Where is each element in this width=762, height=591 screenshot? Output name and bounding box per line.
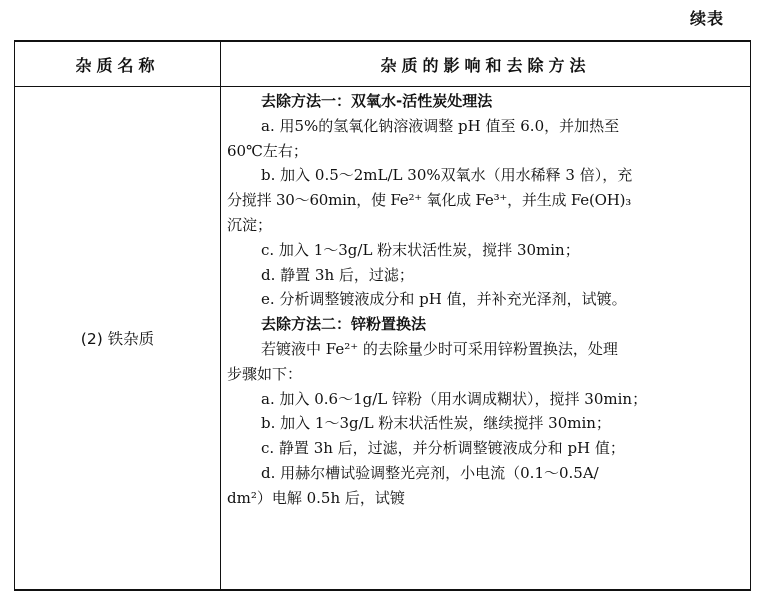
text-line: d. 用赫尔槽试验调整光亮剂，小电流（0.1～0.5A/	[261, 463, 599, 482]
text-line: dm²）电解 0.5h 后，试镀	[227, 488, 405, 507]
text-line: 若镀液中 Fe²⁺ 的去除量少时可采用锌粉置换法，处理	[261, 339, 618, 358]
impurity-name-cell: (2) 铁杂质	[15, 87, 221, 591]
text-line: a. 用5%的氢氧化钠溶液调整 pH 值至 6.0，并加热至	[261, 116, 620, 135]
text-line: e. 分析调整镀液成分和 pH 值，并补充光泽剂，试镀。	[261, 290, 627, 309]
text-line: 60℃左右；	[227, 141, 308, 160]
text-line: 分搅拌 30～60min，使 Fe²⁺ 氧化成 Fe³⁺，并生成 Fe(OH)₃	[227, 191, 632, 210]
text-line: 步骤如下：	[227, 364, 303, 383]
text-line: 沉淀；	[227, 215, 273, 234]
header-impact-and-removal: 杂质的影响和去除方法	[221, 41, 751, 87]
table-row	[15, 87, 751, 591]
impurity-table	[14, 40, 751, 591]
method-two-heading: 去除方法二：锌粉置换法	[261, 315, 427, 334]
text-line: c. 静置 3h 后，过滤，并分析调整镀液成分和 pH 值；	[261, 439, 625, 458]
text-line: a. 加入 0.6～1g/L 锌粉（用水调成糊状），搅拌 30min；	[261, 389, 648, 408]
continued-table-label: 续表	[689, 9, 724, 28]
header-impurity-name: 杂质名称	[15, 41, 221, 87]
text-line: b. 加入 0.5～2mL/L 30%双氧水（用水稀释 3 倍），充	[261, 166, 633, 185]
text-line: c. 加入 1～3g/L 粉末状活性炭，搅拌 30min；	[261, 240, 580, 259]
text-line: b. 加入 1～3g/L 粉末状活性炭，继续搅拌 30min；	[261, 414, 611, 433]
table-header-row	[15, 41, 751, 87]
removal-method-cell	[221, 87, 751, 591]
text-line: d. 静置 3h 后，过滤；	[261, 265, 414, 284]
method-one-heading: 去除方法一：双氧水-活性炭处理法	[261, 92, 493, 110]
